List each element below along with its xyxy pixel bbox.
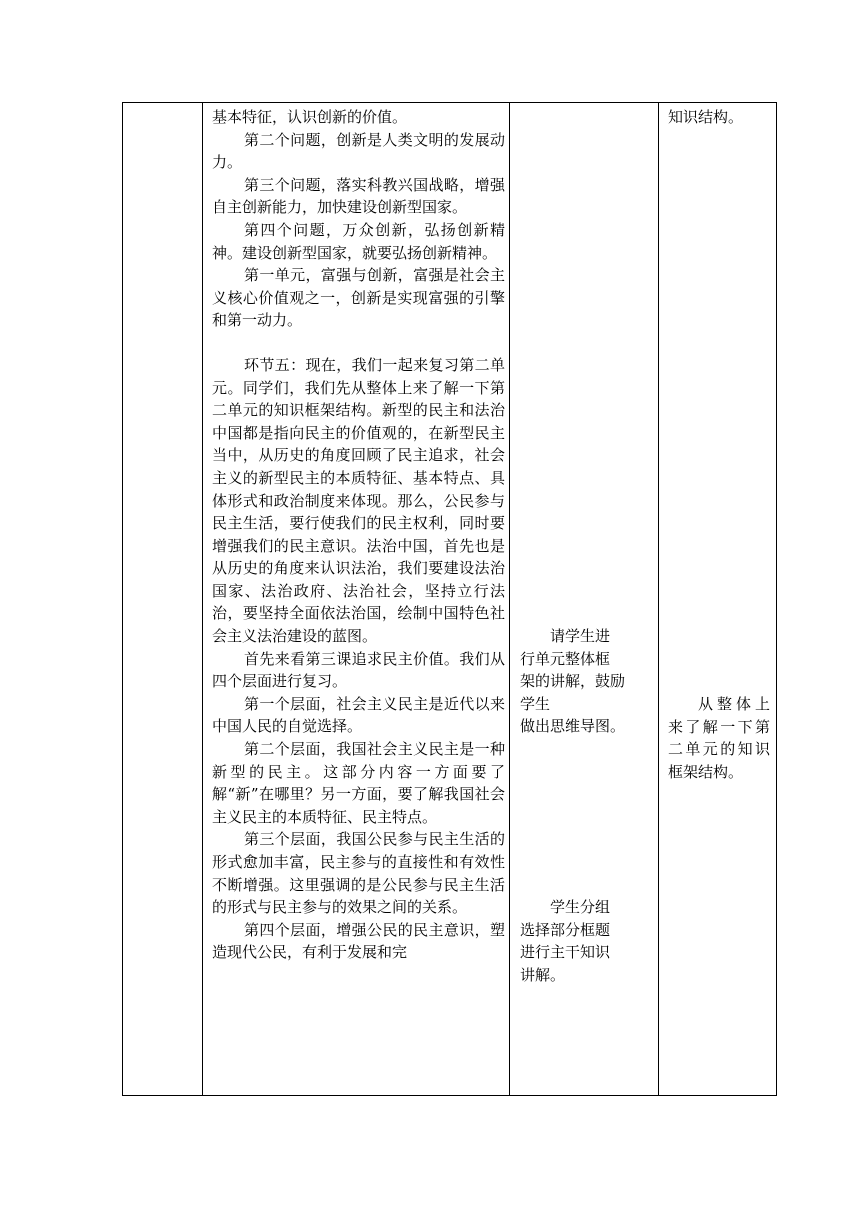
content-paragraph: 首先来看第三课追求民主价值。我们从四个层面进行复习。: [212, 649, 505, 691]
design-intent-cell: [659, 103, 777, 1096]
activity-line: 进行主干知识: [520, 943, 611, 962]
student-activity-cell: [510, 103, 659, 1096]
content-paragraph: 基本特征，认识创新的价值。: [212, 108, 408, 126]
activity-line: 选择部分框题: [520, 920, 611, 939]
intent-block: [668, 693, 770, 783]
teaching-content-cell: [203, 103, 510, 1096]
content-paragraph: 环节五：现在，我们一起来复习第二单元。同学们，我们先从整体上来了解一下第二单元的知识框架结构。新型的民主和法治中国都是指向民主的价值观的，在新型民主当中，从历史的角度回顾了民主追求，社会主义的新型民主的本质特征、基本特点、具体形式和政治制度来体现。那么，公民参与民主生活，要行使我们的民主权利，同时要增强我们的民主意识。法治中国，首先也是从历史的角度来认识法治，我们要建设法治国家、法治政府、法治社会，坚持立行法治，要坚持全面依法治国，绘制中国特色社会主义法治建设的蓝图。: [212, 355, 505, 646]
content-paragraph: 第二个问题，创新是人类文明的发展动力。: [212, 130, 505, 172]
paragraph-spacer: [212, 332, 505, 354]
content-paragraph: 第三个问题，落实科教兴国战略，增强自主创新能力，加快建设创新型国家。: [212, 175, 505, 217]
content-paragraph: 第三个层面，我国公民参与民主生活的形式愈加丰富，民主参与的直接性和有效性不断增强。这里强调的是公民参与民主生活的形式与民主参与的效果之间的关系。: [212, 830, 505, 917]
table-row: [123, 103, 777, 1096]
content-paragraph: 第一个层面，社会主义民主是近代以来中国人民的自觉选择。: [212, 694, 505, 736]
activity-block-groups: [520, 896, 652, 986]
content-paragraph: 第一单元，富强与创新，富强是社会主义核心价值观之一，创新是实现富强的引擎和第一动力。: [212, 266, 505, 330]
intent-text: 知识结构。: [668, 108, 744, 126]
content-paragraph: 第四个问题，万众创新，弘扬创新精神。建设创新型国家，就要弘扬创新精神。: [212, 220, 505, 262]
activity-line: 讲解。: [520, 965, 566, 984]
activity-block-framework: [520, 625, 652, 738]
activity-line: 行单元整体框: [520, 649, 611, 668]
activity-line: 请学生进: [550, 627, 611, 645]
activity-line: 学生: [520, 694, 551, 713]
intent-text: 从整体上来了解一下第二单元的知识框架结构。: [668, 695, 770, 781]
activity-line: 做出思维导图。: [520, 717, 626, 736]
empty-first-column-cell: [123, 103, 203, 1096]
content-paragraph: 第二个层面，我国社会主义民主是一种新型的民主。这部分内容一方面要了解“新”在哪里？另一方面，要了解我国社会主义民主的本质特征、民主特点。: [212, 740, 505, 826]
activity-line: 学生分组: [550, 898, 611, 916]
content-paragraph: 第四个层面，增强公民的民主意识，塑造现代公民，有利于发展和完: [212, 920, 505, 962]
lesson-plan-table: [122, 102, 777, 1096]
activity-line: 架的讲解，鼓励: [520, 672, 626, 691]
